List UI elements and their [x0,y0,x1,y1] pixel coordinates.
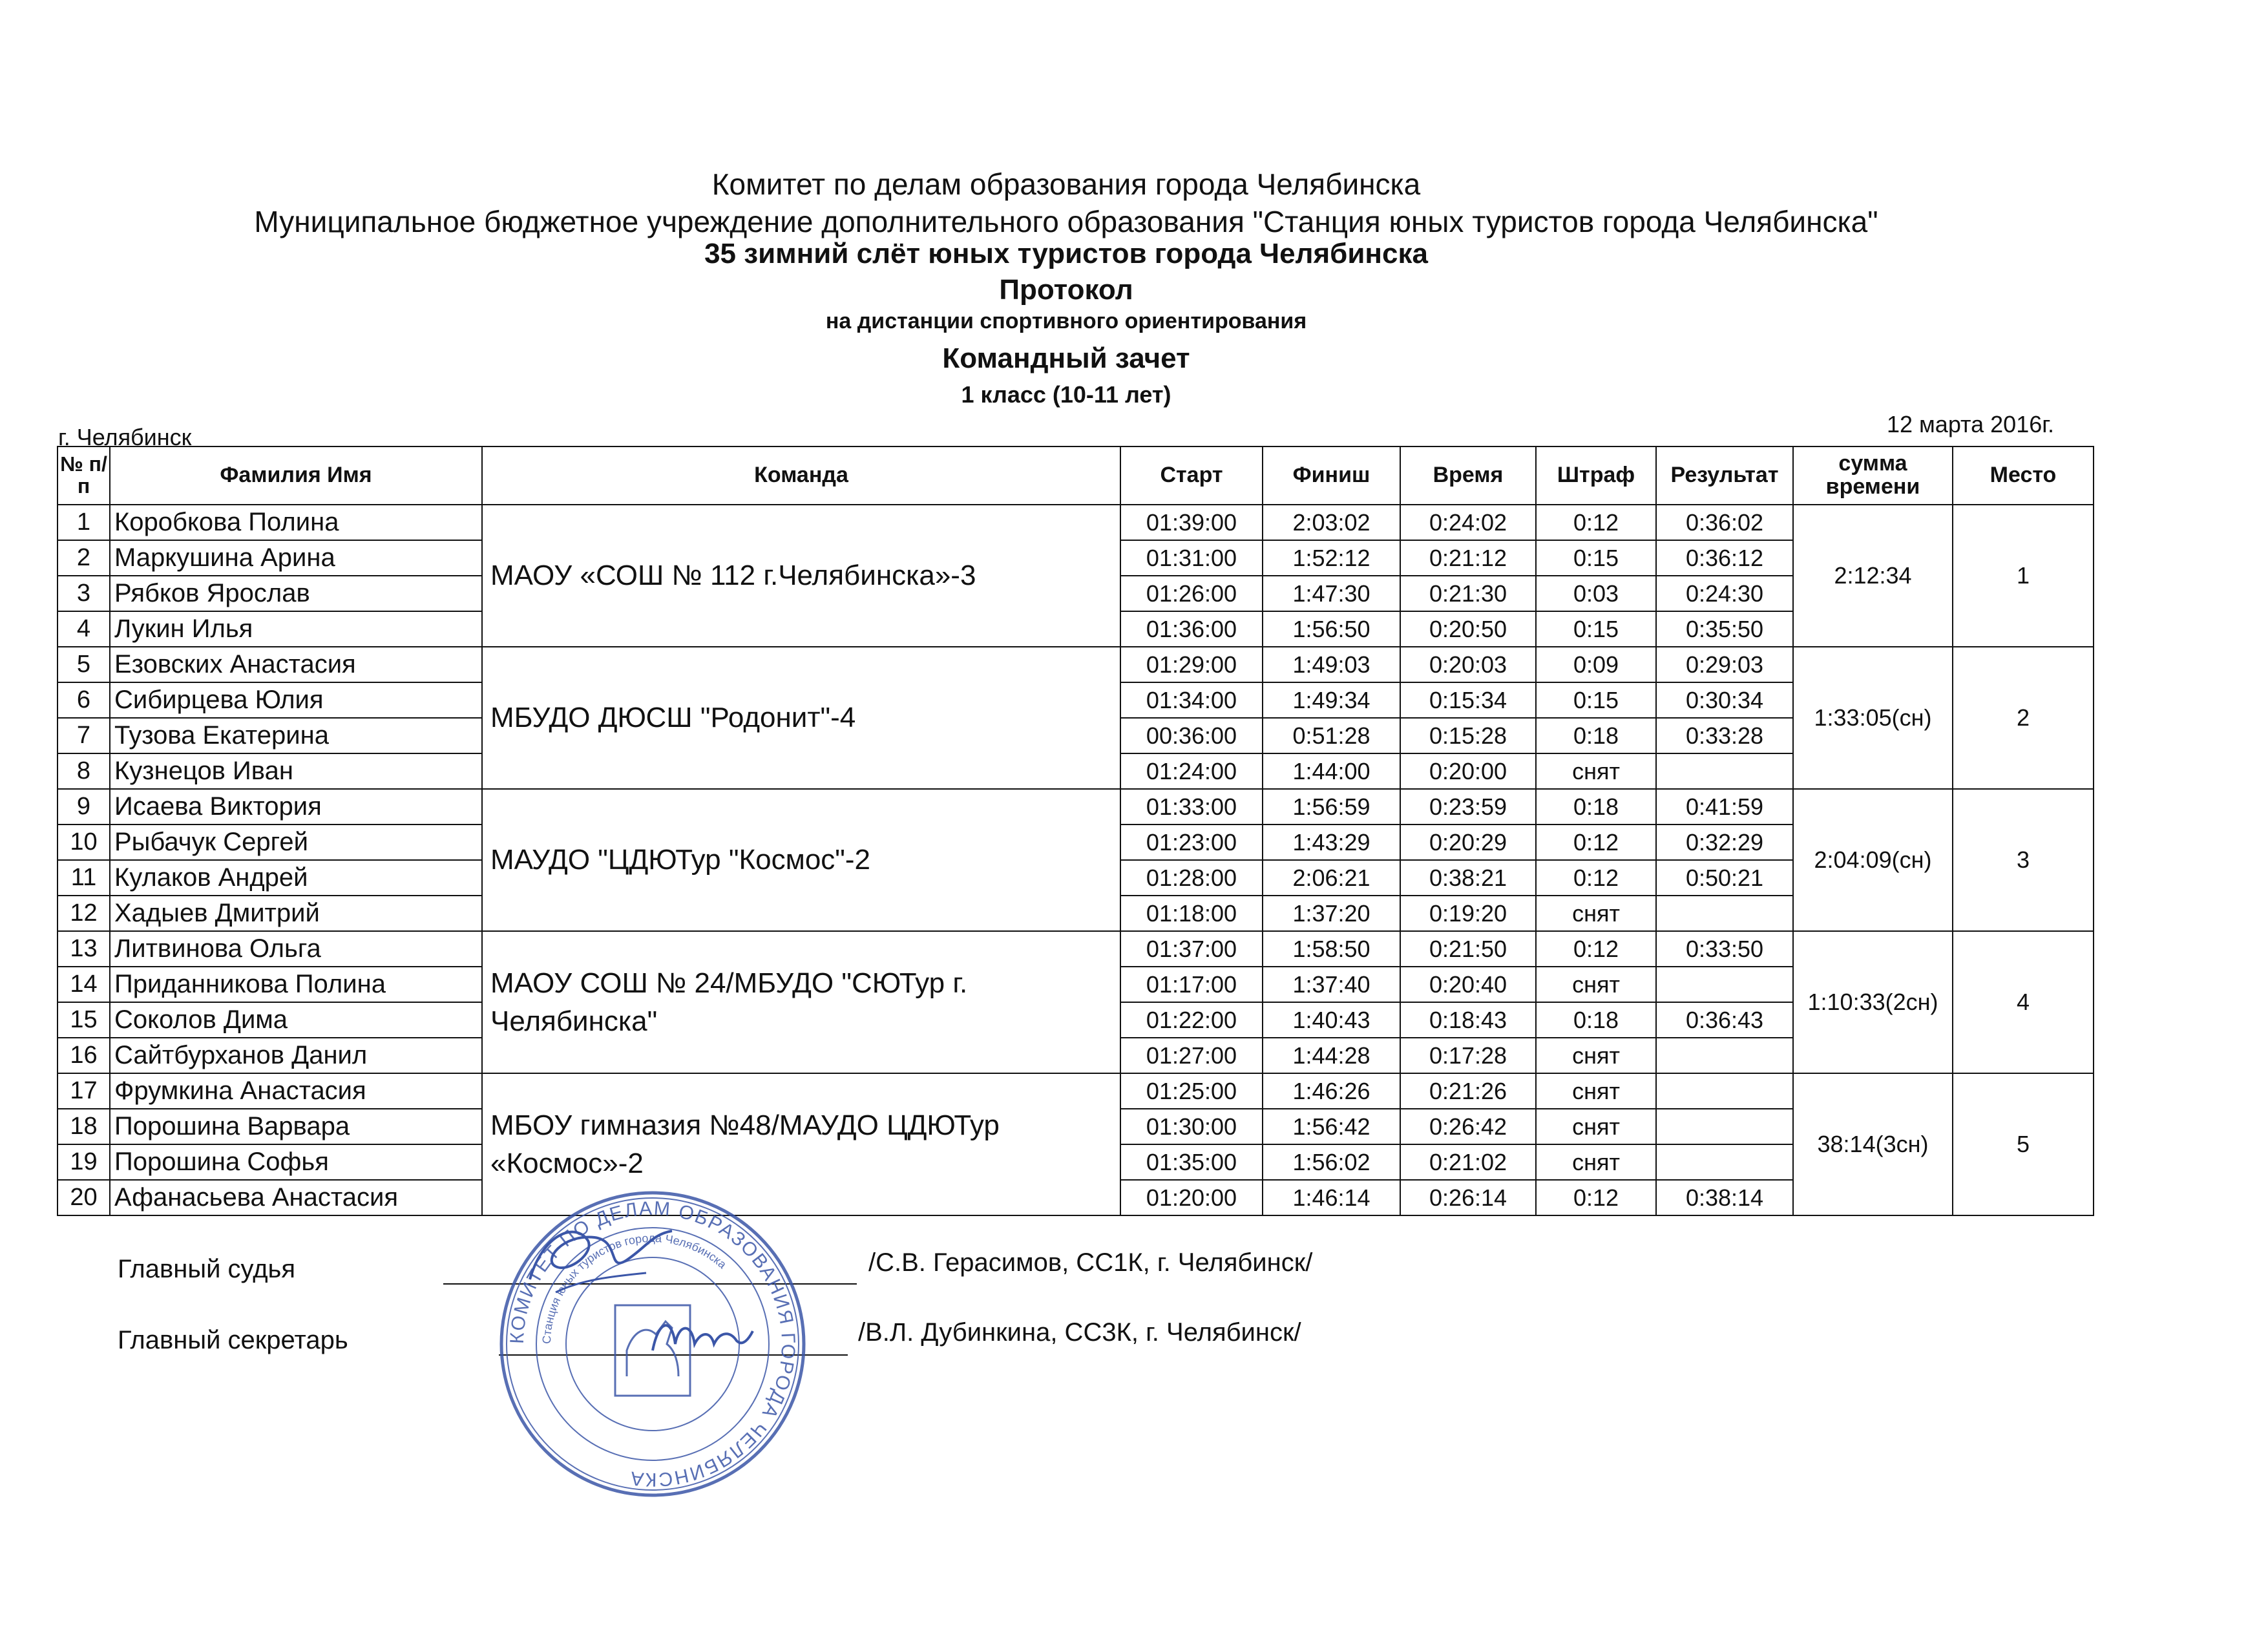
chief-secretary-name: /В.Л. Дубинкина, СС3К, г. Челябинск/ [858,1318,1301,1347]
row-number: 5 [58,647,110,682]
elapsed-time: 0:20:50 [1400,611,1536,647]
penalty: снят [1536,753,1656,789]
row-number: 7 [58,718,110,753]
chief-judge-name: /С.В. Герасимов, СС1К, г. Челябинск/ [868,1248,1313,1277]
team-place: 3 [1953,789,2094,931]
col-result: Результат [1656,446,1793,505]
row-number: 19 [58,1144,110,1180]
finish-time: 2:06:21 [1263,860,1400,896]
elapsed-time: 0:20:40 [1400,967,1536,1002]
participant-name: Коробкова Полина [110,505,482,540]
discipline: на дистанции спортивного ориентирования [825,309,1307,333]
table-row [58,1073,2094,1109]
elapsed-time: 0:21:50 [1400,931,1536,967]
header-row [58,446,2094,505]
penalty: 0:12 [1536,931,1656,967]
penalty: 0:15 [1536,540,1656,576]
finish-time: 1:56:50 [1263,611,1400,647]
finish-time: 1:49:03 [1263,647,1400,682]
start-time: 01:17:00 [1120,967,1263,1002]
elapsed-time: 0:20:29 [1400,824,1536,860]
participant-name: Порошина Варвара [110,1109,482,1144]
penalty: 0:12 [1536,860,1656,896]
city: г. Челябинск [58,424,192,450]
finish-time: 1:56:59 [1263,789,1400,824]
start-time: 01:36:00 [1120,611,1263,647]
row-number: 12 [58,896,110,931]
row-number: 18 [58,1109,110,1144]
result-time: 0:36:02 [1656,505,1793,540]
finish-time: 2:03:02 [1263,505,1400,540]
elapsed-time: 0:20:00 [1400,753,1536,789]
elapsed-time: 0:15:34 [1400,682,1536,718]
document-type: Протокол [999,274,1133,306]
penalty: 0:15 [1536,611,1656,647]
result-time: 0:38:14 [1656,1180,1793,1215]
elapsed-time: 0:26:14 [1400,1180,1536,1215]
row-number: 1 [58,505,110,540]
participant-name: Порошина Софья [110,1144,482,1180]
institution-title: Муниципальное бюджетное учреждение дополнительного образования "Станция юных туристов города Челябинска" [254,205,1878,238]
team-name: МАОУ СОШ № 24/МБУДО "СЮТур г. Челябинска" [482,931,1120,1073]
elapsed-time: 0:26:42 [1400,1109,1536,1144]
participant-name: Рыбачук Сергей [110,824,482,860]
start-time: 01:28:00 [1120,860,1263,896]
start-time: 01:31:00 [1120,540,1263,576]
participant-name: Сайтбурханов Данил [110,1038,482,1073]
team-name: МБОУ гимназия №48/МАУДО ЦДЮТур «Космос»-2 [482,1073,1120,1215]
penalty: снят [1536,967,1656,1002]
participant-name: Исаева Виктория [110,789,482,824]
result-time [1656,753,1793,789]
team-total-time: 2:04:09(сн) [1793,789,1953,931]
participant-name: Лукин Илья [110,611,482,647]
team-total-time: 1:10:33(2сн) [1793,931,1953,1073]
row-number: 8 [58,753,110,789]
start-time: 01:25:00 [1120,1073,1263,1109]
team-place: 5 [1953,1073,2094,1215]
elapsed-time: 0:21:02 [1400,1144,1536,1180]
penalty: снят [1536,1144,1656,1180]
row-number: 17 [58,1073,110,1109]
competition-type: Командный зачет [942,342,1190,374]
table-row [58,789,2094,824]
elapsed-time: 0:18:43 [1400,1002,1536,1038]
team-name: МАОУ «СОШ № 112 г.Челябинска»-3 [482,505,1120,647]
result-time: 0:36:43 [1656,1002,1793,1038]
penalty: снят [1536,896,1656,931]
finish-time: 0:51:28 [1263,718,1400,753]
participant-name: Хадыев Дмитрий [110,896,482,931]
result-time: 0:32:29 [1656,824,1793,860]
result-time: 0:36:12 [1656,540,1793,576]
elapsed-time: 0:24:02 [1400,505,1536,540]
penalty: 0:09 [1536,647,1656,682]
row-number: 4 [58,611,110,647]
penalty: 0:18 [1536,718,1656,753]
penalty: снят [1536,1109,1656,1144]
result-time: 0:35:50 [1656,611,1793,647]
result-time: 0:41:59 [1656,789,1793,824]
row-number: 9 [58,789,110,824]
result-time [1656,1144,1793,1180]
participant-name: Тузова Екатерина [110,718,482,753]
document-date: 12 марта 2016г. [1887,411,2054,437]
finish-time: 1:56:02 [1263,1144,1400,1180]
participant-name: Афанасьева Анастасия [110,1180,482,1215]
participant-name: Кузнецов Иван [110,753,482,789]
team-total-time: 2:12:34 [1793,505,1953,647]
row-number: 6 [58,682,110,718]
penalty: 0:12 [1536,505,1656,540]
penalty: 0:03 [1536,576,1656,611]
start-time: 01:27:00 [1120,1038,1263,1073]
row-number: 15 [58,1002,110,1038]
finish-time: 1:40:43 [1263,1002,1400,1038]
penalty: снят [1536,1073,1656,1109]
svg-text:КОМИТЕТ ПО ДЕЛАМ ОБРАЗОВАНИЯ Г: КОМИТЕТ ПО ДЕЛАМ ОБРАЗОВАНИЯ ГОРОДА ЧЕЛЯБИНСКА [506,1197,799,1491]
finish-time: 1:58:50 [1263,931,1400,967]
chief-judge-label: Главный судья [118,1255,296,1283]
team-name: МАУДО "ЦДЮТур "Космос"-2 [482,789,1120,931]
finish-time: 1:56:42 [1263,1109,1400,1144]
elapsed-time: 0:23:59 [1400,789,1536,824]
penalty: 0:12 [1536,1180,1656,1215]
result-time [1656,896,1793,931]
start-time: 01:18:00 [1120,896,1263,931]
elapsed-time: 0:21:12 [1400,540,1536,576]
elapsed-time: 0:21:26 [1400,1073,1536,1109]
finish-time: 1:52:12 [1263,540,1400,576]
svg-text:Станция юных туристов города Ч: Станция юных туристов города Челябинска [540,1231,730,1345]
age-class: 1 класс (10-11 лет) [961,381,1171,408]
participant-name: Соколов Дима [110,1002,482,1038]
start-time: 01:24:00 [1120,753,1263,789]
finish-time: 1:47:30 [1263,576,1400,611]
start-time: 01:26:00 [1120,576,1263,611]
row-number: 11 [58,860,110,896]
start-time: 01:33:00 [1120,789,1263,824]
row-number: 3 [58,576,110,611]
finish-time: 1:44:28 [1263,1038,1400,1073]
row-number: 14 [58,967,110,1002]
finish-time: 1:37:40 [1263,967,1400,1002]
penalty: 0:18 [1536,1002,1656,1038]
team-place: 4 [1953,931,2094,1073]
start-time: 01:23:00 [1120,824,1263,860]
results-table [57,446,2094,1216]
penalty: 0:12 [1536,824,1656,860]
chief-secretary-label: Главный секретарь [118,1326,348,1354]
penalty: снят [1536,1038,1656,1073]
start-time: 01:34:00 [1120,682,1263,718]
result-time [1656,967,1793,1002]
finish-time: 1:37:20 [1263,896,1400,931]
finish-time: 1:43:29 [1263,824,1400,860]
start-time: 01:22:00 [1120,1002,1263,1038]
elapsed-time: 0:38:21 [1400,860,1536,896]
result-time: 0:50:21 [1656,860,1793,896]
table-row [58,647,2094,682]
row-number: 10 [58,824,110,860]
participant-name: Сибирцева Юлия [110,682,482,718]
elapsed-time: 0:20:03 [1400,647,1536,682]
start-time: 01:20:00 [1120,1180,1263,1215]
participant-name: Маркушина Арина [110,540,482,576]
participant-name: Рябков Ярослав [110,576,482,611]
elapsed-time: 0:19:20 [1400,896,1536,931]
elapsed-time: 0:21:30 [1400,576,1536,611]
result-time: 0:33:50 [1656,931,1793,967]
result-time [1656,1038,1793,1073]
col-name: Фамилия Имя [110,446,482,505]
col-penalty: Штраф [1536,446,1656,505]
finish-time: 1:49:34 [1263,682,1400,718]
results-body [58,505,2094,1215]
col-time: Время [1400,446,1536,505]
team-place: 2 [1953,647,2094,789]
table-row [58,931,2094,967]
team-total-time: 1:33:05(сн) [1793,647,1953,789]
result-time: 0:29:03 [1656,647,1793,682]
finish-time: 1:46:14 [1263,1180,1400,1215]
participant-name: Литвинова Ольга [110,931,482,967]
start-time: 00:36:00 [1120,718,1263,753]
start-time: 01:37:00 [1120,931,1263,967]
row-number: 20 [58,1180,110,1215]
participant-name: Кулаков Андрей [110,860,482,896]
col-finish: Финиш [1263,446,1400,505]
team-total-time: 38:14(3сн) [1793,1073,1953,1215]
finish-time: 1:44:00 [1263,753,1400,789]
col-total-time: сумма времени [1793,446,1953,505]
participant-name: Приданникова Полина [110,967,482,1002]
table-row [58,505,2094,540]
start-time: 01:35:00 [1120,1144,1263,1180]
elapsed-time: 0:15:28 [1400,718,1536,753]
row-number: 13 [58,931,110,967]
result-time [1656,1073,1793,1109]
elapsed-time: 0:17:28 [1400,1038,1536,1073]
result-time [1656,1109,1793,1144]
row-number: 16 [58,1038,110,1073]
start-time: 01:29:00 [1120,647,1263,682]
penalty: 0:18 [1536,789,1656,824]
participant-name: Фрумкина Анастасия [110,1073,482,1109]
col-team: Команда [482,446,1120,505]
row-number: 2 [58,540,110,576]
start-time: 01:39:00 [1120,505,1263,540]
result-time: 0:30:34 [1656,682,1793,718]
event-title: 35 зимний слёт юных туристов города Челябинска [704,238,1428,269]
team-name: МБУДО ДЮСШ "Родонит"-4 [482,647,1120,789]
participant-name: Езовских Анастасия [110,647,482,682]
col-start: Старт [1120,446,1263,505]
finish-time: 1:46:26 [1263,1073,1400,1109]
col-number: № п/п [58,446,110,505]
result-time: 0:24:30 [1656,576,1793,611]
penalty: 0:15 [1536,682,1656,718]
committee-title: Комитет по делам образования города Челябинска [711,167,1421,201]
team-place: 1 [1953,505,2094,647]
result-time: 0:33:28 [1656,718,1793,753]
official-stamp [498,1189,808,1499]
col-place: Место [1953,446,2094,505]
start-time: 01:30:00 [1120,1109,1263,1144]
